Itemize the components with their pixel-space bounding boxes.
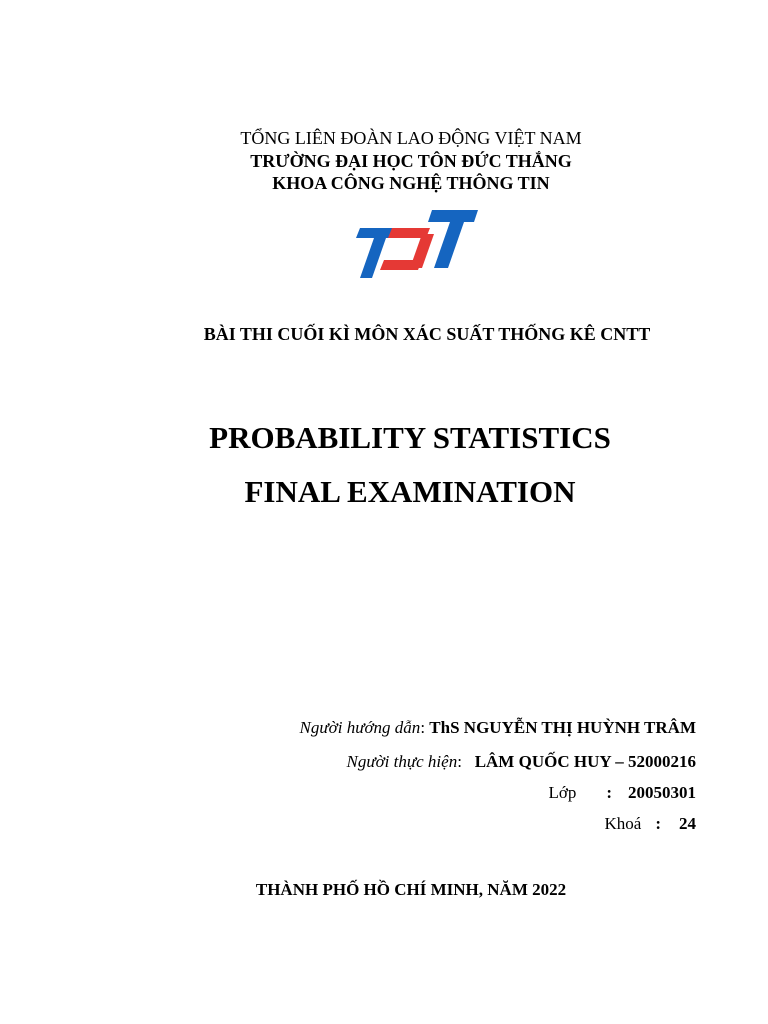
tdt-logo-icon [352, 206, 480, 282]
title-line-2: FINAL EXAMINATION [244, 474, 576, 509]
author-row [346, 751, 696, 773]
cohort-label: Khoá [604, 814, 642, 833]
logo-left-t-stem [360, 238, 386, 278]
advisor-value: ThS NGUYỄN THỊ HUỲNH TRÂM [429, 718, 696, 737]
logo-right-t-stem [434, 222, 464, 268]
title-line-1: PROBABILITY STATISTICS [209, 420, 611, 455]
class-separator: : [606, 783, 612, 802]
header-faculty: KHOA CÔNG NGHỆ THÔNG TIN [272, 173, 550, 193]
class-value: 20050301 [628, 783, 696, 802]
cohort-row [605, 813, 697, 835]
advisor-separator: : [420, 718, 430, 737]
exam-subject-line: BÀI THI CUỐI KÌ MÔN XÁC SUẤT THỐNG KÊ CNTT [203, 324, 651, 344]
advisor-row [300, 717, 696, 739]
cohort-value: 24 [679, 814, 696, 833]
logo-d-bottom [380, 260, 422, 270]
author-separator: : [457, 752, 475, 771]
footer-place-year: THÀNH PHỐ HỒ CHÍ MINH, NĂM 2022 [255, 880, 567, 899]
logo-right-t-bar [428, 210, 478, 222]
advisor-label: Người hướng dẫn [299, 718, 421, 737]
class-label: Lớp [548, 783, 577, 802]
author-value: LÂM QUỐC HUY – 52000216 [474, 752, 696, 771]
cohort-separator: : [655, 814, 661, 833]
header-federation: TỔNG LIÊN ĐOÀN LAO ĐỘNG VIỆT NAM [240, 128, 582, 148]
header-university: TRƯỜNG ĐẠI HỌC TÔN ĐỨC THẮNG [250, 151, 572, 171]
class-row [548, 782, 696, 804]
author-label: Người thực hiện [346, 752, 458, 771]
